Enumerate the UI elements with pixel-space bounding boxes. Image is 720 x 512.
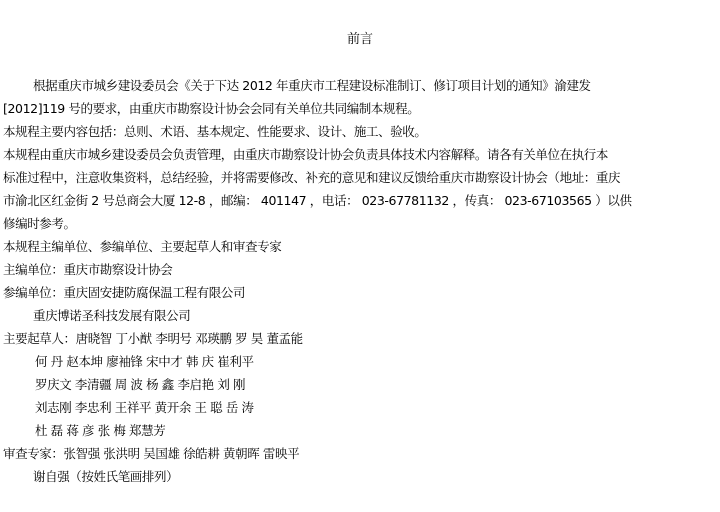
reviewers-line-2: 谢自强（按姓氏笔画排列） bbox=[33, 469, 179, 484]
reviewers-line-1: 审查专家：张智强 张洪明 吴国雄 徐皓耕 黄朝晖 雷映平 bbox=[3, 446, 300, 461]
drafters-line-3: 罗庆文 李清疆 周 波 杨 鑫 李启艳 刘 刚 bbox=[35, 377, 246, 392]
basis-paragraph-line-1: 根据重庆市城乡建设委员会《关于下达 2012 年重庆市工程建设标准制订、修订项目计划的通知》渝建发 bbox=[33, 78, 591, 93]
drafters-line-1: 主要起草人：唐晓智 丁小猷 李明号 邓瑛鹏 罗 昊 董孟能 bbox=[3, 331, 303, 346]
basis-paragraph-line-2: [2012]119 号的要求，由重庆市勘察设计协会会同有关单位共同编制本规程。 bbox=[3, 101, 420, 116]
page-title: 前言 bbox=[346, 32, 373, 47]
participating-unit-1: 参编单位：重庆固安捷防腐保温工程有限公司 bbox=[3, 285, 246, 300]
management-paragraph-line-2: 标准过程中，注意收集资料，总结经验，并将需要修改、补充的意见和建议反馈给重庆市勘察设计协会（地址：重庆 bbox=[3, 170, 621, 185]
drafters-line-4: 刘志刚 李忠利 王祥平 黄开余 王 聪 岳 涛 bbox=[35, 400, 254, 415]
participating-unit-2: 重庆博诺圣科技发展有限公司 bbox=[33, 308, 191, 323]
drafters-line-2: 何 丹 赵本坤 廖袖锋 宋中才 韩 庆 崔利平 bbox=[35, 354, 254, 369]
document-body bbox=[3, 74, 717, 488]
drafters-line-5: 杜 磊 蒋 彦 张 梅 郑慧芳 bbox=[35, 423, 166, 438]
units-heading: 本规程主编单位、参编单位、主要起草人和审查专家 bbox=[3, 239, 282, 254]
management-paragraph-line-4: 修编时参考。 bbox=[3, 216, 76, 231]
management-paragraph-line-3: 市渝北区红金街 2 号总商会大厦 12-8 ，邮编： 401147 ，电话： 023-67781132 ，传真： 023-67103565 ）以供 bbox=[3, 193, 632, 208]
management-paragraph-line-1: 本规程由重庆市城乡建设委员会负责管理，由重庆市勘察设计协会负责具体技术内容解释。请各有关单位在执行本 bbox=[3, 147, 609, 162]
contents-paragraph: 本规程主要内容包括：总则、术语、基本规定、性能要求、设计、施工、验收。 bbox=[3, 124, 427, 139]
chief-unit: 主编单位：重庆市勘察设计协会 bbox=[3, 262, 173, 277]
